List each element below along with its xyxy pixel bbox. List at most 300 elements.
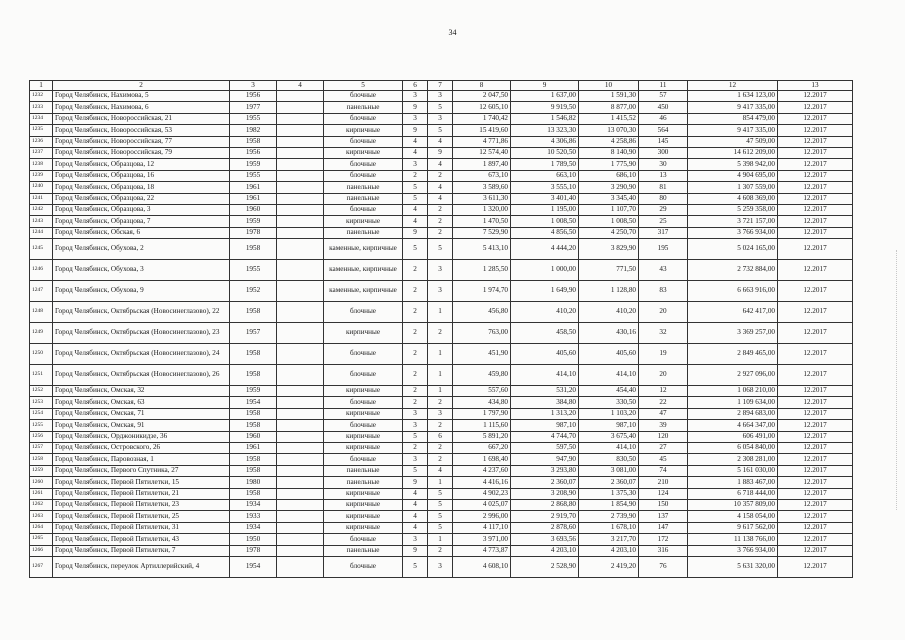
residents: 45: [639, 454, 688, 465]
total-area: 4 025,07: [453, 499, 511, 510]
deadline: 12.2017: [778, 522, 853, 533]
address: Город Челябинск, Обухова, 3: [53, 260, 230, 281]
address: Город Челябинск, Октябрьская (Новосинеглазово), 23: [53, 323, 230, 344]
table-row: [30, 159, 853, 170]
living-area: 663,10: [511, 170, 579, 181]
col-4: [277, 182, 324, 193]
residential-area: 8 877,00: [579, 102, 639, 113]
row-index: 1255: [30, 420, 53, 431]
residents: 300: [639, 147, 688, 158]
table-row: [30, 477, 853, 488]
residents: 317: [639, 227, 688, 238]
floors: 5: [403, 431, 428, 442]
floors: 5: [403, 182, 428, 193]
wall-material: панельные: [324, 545, 403, 556]
table-row: [30, 545, 853, 556]
col-4: [277, 227, 324, 238]
total-area: 1 797,90: [453, 408, 511, 419]
total-area: 434,80: [453, 397, 511, 408]
row-index: 1253: [30, 397, 53, 408]
cost: 5 161 030,00: [688, 465, 778, 476]
build-year: 1933: [230, 511, 277, 522]
table-row: [30, 227, 853, 238]
entrances: 5: [428, 488, 453, 499]
table-row: [30, 204, 853, 215]
deadline: 12.2017: [778, 216, 853, 227]
wall-material: кирпичные: [324, 522, 403, 533]
row-index: 1243: [30, 216, 53, 227]
residents: 12: [639, 386, 688, 397]
living-area: 13 323,30: [511, 125, 579, 136]
table-row: [30, 443, 853, 454]
wall-material: панельные: [324, 182, 403, 193]
total-area: 3 611,30: [453, 193, 511, 204]
deadline: 12.2017: [778, 488, 853, 499]
floors: 4: [403, 204, 428, 215]
residents: 43: [639, 260, 688, 281]
table-row: [30, 556, 853, 577]
total-area: 4 902,23: [453, 488, 511, 499]
entrances: 5: [428, 511, 453, 522]
entrances: 2: [428, 227, 453, 238]
row-index: 1246: [30, 260, 53, 281]
entrances: 5: [428, 125, 453, 136]
row-index: 1261: [30, 488, 53, 499]
cost: 5 259 358,00: [688, 204, 778, 215]
residential-area: 2 739,90: [579, 511, 639, 522]
table-row: [30, 239, 853, 260]
residential-area: 1 678,10: [579, 522, 639, 533]
deadline: 12.2017: [778, 281, 853, 302]
row-index: 1237: [30, 147, 53, 158]
entrances: 4: [428, 193, 453, 204]
row-index: 1245: [30, 239, 53, 260]
entrances: 2: [428, 204, 453, 215]
row-index: 1262: [30, 499, 53, 510]
address: Город Челябинск, Паровозная, 1: [53, 454, 230, 465]
build-year: 1978: [230, 227, 277, 238]
row-index: 1249: [30, 323, 53, 344]
residential-area: 1 128,80: [579, 281, 639, 302]
cost: 642 417,00: [688, 302, 778, 323]
table-row: [30, 136, 853, 147]
col-4: [277, 323, 324, 344]
residential-area: 1 775,90: [579, 159, 639, 170]
wall-material: кирпичные: [324, 431, 403, 442]
deadline: 12.2017: [778, 170, 853, 181]
col-4: [277, 204, 324, 215]
build-year: 1954: [230, 556, 277, 577]
residential-area: 3 081,00: [579, 465, 639, 476]
deadline: 12.2017: [778, 511, 853, 522]
residential-area: 430,16: [579, 323, 639, 344]
deadline: 12.2017: [778, 147, 853, 158]
wall-material: кирпичные: [324, 216, 403, 227]
address: Город Челябинск, Первого Спутника, 27: [53, 465, 230, 476]
residents: 22: [639, 397, 688, 408]
cost: 14 612 209,00: [688, 147, 778, 158]
residential-area: 686,10: [579, 170, 639, 181]
floors: 5: [403, 465, 428, 476]
residential-area: 1 591,30: [579, 91, 639, 102]
col-4: [277, 216, 324, 227]
wall-material: каменные, кирпичные: [324, 260, 403, 281]
address: Город Челябинск, Новороссийская, 79: [53, 147, 230, 158]
row-index: 1264: [30, 522, 53, 533]
entrances: 3: [428, 281, 453, 302]
residential-area: 3 290,90: [579, 182, 639, 193]
residents: 210: [639, 477, 688, 488]
deadline: 12.2017: [778, 302, 853, 323]
cost: 2 927 096,00: [688, 365, 778, 386]
floors: 3: [403, 534, 428, 545]
cost: 9 617 562,00: [688, 522, 778, 533]
residential-area: 987,10: [579, 420, 639, 431]
wall-material: панельные: [324, 102, 403, 113]
residents: 120: [639, 431, 688, 442]
residential-area: 1 103,20: [579, 408, 639, 419]
col-4: [277, 113, 324, 124]
col-4: [277, 147, 324, 158]
address: Город Челябинск, Первой Пятилетки, 43: [53, 534, 230, 545]
address: Город Челябинск, Первой Пятилетки, 21: [53, 488, 230, 499]
page-number: 34: [448, 28, 457, 37]
living-area: 2 878,60: [511, 522, 579, 533]
col-header: 10: [579, 81, 639, 91]
floors: 9: [403, 102, 428, 113]
row-index: 1232: [30, 91, 53, 102]
cost: 5 024 165,00: [688, 239, 778, 260]
wall-material: блочные: [324, 534, 403, 545]
col-4: [277, 281, 324, 302]
floors: 4: [403, 522, 428, 533]
build-year: 1961: [230, 193, 277, 204]
wall-material: кирпичные: [324, 386, 403, 397]
build-year: 1958: [230, 454, 277, 465]
address: Город Челябинск, Нахимова, 5: [53, 91, 230, 102]
living-area: 4 306,86: [511, 136, 579, 147]
entrances: 5: [428, 239, 453, 260]
total-area: 1 285,50: [453, 260, 511, 281]
residents: 30: [639, 159, 688, 170]
row-index: 1238: [30, 159, 53, 170]
cost: 1 883 467,00: [688, 477, 778, 488]
entrances: 5: [428, 102, 453, 113]
deadline: 12.2017: [778, 323, 853, 344]
build-year: 1955: [230, 260, 277, 281]
address: Город Челябинск, Омская, 71: [53, 408, 230, 419]
col-header: 9: [511, 81, 579, 91]
living-area: 1 789,50: [511, 159, 579, 170]
deadline: 12.2017: [778, 386, 853, 397]
living-area: 1 008,50: [511, 216, 579, 227]
build-year: 1956: [230, 147, 277, 158]
cost: 2 732 884,00: [688, 260, 778, 281]
table-row: [30, 113, 853, 124]
address: Город Челябинск, Образцова, 12: [53, 159, 230, 170]
row-index: 1252: [30, 386, 53, 397]
deadline: 12.2017: [778, 227, 853, 238]
floors: 9: [403, 545, 428, 556]
total-area: 1 974,70: [453, 281, 511, 302]
build-year: 1958: [230, 488, 277, 499]
table-row: [30, 465, 853, 476]
entrances: 1: [428, 302, 453, 323]
col-4: [277, 260, 324, 281]
build-year: 1958: [230, 465, 277, 476]
build-year: 1961: [230, 182, 277, 193]
residential-area: 3 345,40: [579, 193, 639, 204]
build-year: 1958: [230, 420, 277, 431]
row-index: 1233: [30, 102, 53, 113]
total-area: 1 897,40: [453, 159, 511, 170]
row-index: 1263: [30, 511, 53, 522]
build-year: 1952: [230, 281, 277, 302]
residents: 147: [639, 522, 688, 533]
col-4: [277, 365, 324, 386]
col-4: [277, 386, 324, 397]
total-area: 15 419,60: [453, 125, 511, 136]
wall-material: панельные: [324, 227, 403, 238]
residents: 32: [639, 323, 688, 344]
col-header: 12: [688, 81, 778, 91]
residents: 450: [639, 102, 688, 113]
residents: 39: [639, 420, 688, 431]
wall-material: блочные: [324, 365, 403, 386]
entrances: 2: [428, 216, 453, 227]
col-header: 3: [230, 81, 277, 91]
build-year: 1959: [230, 386, 277, 397]
col-4: [277, 454, 324, 465]
row-index: 1250: [30, 344, 53, 365]
row-index: 1240: [30, 182, 53, 193]
col-4: [277, 91, 324, 102]
living-area: 1 000,00: [511, 260, 579, 281]
residents: 74: [639, 465, 688, 476]
floors: 3: [403, 113, 428, 124]
total-area: 4 237,60: [453, 465, 511, 476]
entrances: 2: [428, 397, 453, 408]
residential-area: 830,50: [579, 454, 639, 465]
residents: 57: [639, 91, 688, 102]
cost: 4 158 054,00: [688, 511, 778, 522]
table-row: [30, 365, 853, 386]
address: Город Челябинск, Образцова, 3: [53, 204, 230, 215]
floors: 2: [403, 386, 428, 397]
table-row: [30, 408, 853, 419]
living-area: 1 649,90: [511, 281, 579, 302]
residents: 80: [639, 193, 688, 204]
living-area: 3 555,10: [511, 182, 579, 193]
col-4: [277, 511, 324, 522]
table-row: [30, 397, 853, 408]
floors: 4: [403, 136, 428, 147]
residential-area: 2 360,07: [579, 477, 639, 488]
total-area: 763,00: [453, 323, 511, 344]
residential-area: 405,60: [579, 344, 639, 365]
residents: 47: [639, 408, 688, 419]
cost: 4 664 347,00: [688, 420, 778, 431]
entrances: 3: [428, 113, 453, 124]
cost: 606 491,00: [688, 431, 778, 442]
col-header: 1: [30, 81, 53, 91]
wall-material: блочные: [324, 344, 403, 365]
deadline: 12.2017: [778, 193, 853, 204]
floors: 9: [403, 227, 428, 238]
cost: 10 357 809,00: [688, 499, 778, 510]
build-year: 1961: [230, 443, 277, 454]
cost: 6 054 840,00: [688, 443, 778, 454]
residential-area: 4 250,70: [579, 227, 639, 238]
table-body: [30, 91, 853, 578]
living-area: 414,10: [511, 365, 579, 386]
residents: 137: [639, 511, 688, 522]
total-area: 673,10: [453, 170, 511, 181]
address: Город Челябинск, Образцова, 22: [53, 193, 230, 204]
table-row: [30, 147, 853, 158]
entrances: 2: [428, 420, 453, 431]
residents: 25: [639, 216, 688, 227]
entrances: 3: [428, 91, 453, 102]
col-4: [277, 443, 324, 454]
col-4: [277, 397, 324, 408]
living-area: 4 744,70: [511, 431, 579, 442]
table-row: [30, 420, 853, 431]
total-area: 7 529,90: [453, 227, 511, 238]
residents: 29: [639, 204, 688, 215]
wall-material: кирпичные: [324, 125, 403, 136]
deadline: 12.2017: [778, 420, 853, 431]
total-area: 5 413,10: [453, 239, 511, 260]
col-4: [277, 239, 324, 260]
total-area: 3 589,60: [453, 182, 511, 193]
floors: 4: [403, 216, 428, 227]
col-4: [277, 302, 324, 323]
total-area: 667,20: [453, 443, 511, 454]
deadline: 12.2017: [778, 443, 853, 454]
address: Город Челябинск, Образцова, 18: [53, 182, 230, 193]
wall-material: блочные: [324, 91, 403, 102]
wall-material: кирпичные: [324, 511, 403, 522]
col-4: [277, 125, 324, 136]
address: Город Челябинск, Новороссийская, 53: [53, 125, 230, 136]
living-area: 405,60: [511, 344, 579, 365]
residents: 19: [639, 344, 688, 365]
row-index: 1251: [30, 365, 53, 386]
col-4: [277, 534, 324, 545]
table-row: [30, 454, 853, 465]
row-index: 1234: [30, 113, 53, 124]
row-index: 1244: [30, 227, 53, 238]
floors: 3: [403, 408, 428, 419]
floors: 3: [403, 420, 428, 431]
address: Город Челябинск, Образцова, 7: [53, 216, 230, 227]
build-year: 1958: [230, 302, 277, 323]
total-area: 557,60: [453, 386, 511, 397]
cost: 4 608 369,00: [688, 193, 778, 204]
wall-material: блочные: [324, 302, 403, 323]
col-header: 2: [53, 81, 230, 91]
residents: 13: [639, 170, 688, 181]
total-area: 4 771,86: [453, 136, 511, 147]
living-area: 1 313,20: [511, 408, 579, 419]
wall-material: блочные: [324, 556, 403, 577]
total-area: 2 996,00: [453, 511, 511, 522]
residents: 564: [639, 125, 688, 136]
total-area: 1 698,40: [453, 454, 511, 465]
floors: 5: [403, 556, 428, 577]
floors: 2: [403, 281, 428, 302]
floors: 9: [403, 125, 428, 136]
residential-area: 330,50: [579, 397, 639, 408]
entrances: 2: [428, 323, 453, 344]
wall-material: блочные: [324, 204, 403, 215]
total-area: 4 117,10: [453, 522, 511, 533]
total-area: 1 115,60: [453, 420, 511, 431]
col-header: 7: [428, 81, 453, 91]
row-index: 1236: [30, 136, 53, 147]
wall-material: кирпичные: [324, 408, 403, 419]
deadline: 12.2017: [778, 545, 853, 556]
build-year: 1959: [230, 216, 277, 227]
table-row: [30, 260, 853, 281]
residential-area: 414,10: [579, 443, 639, 454]
deadline: 12.2017: [778, 365, 853, 386]
address: Город Челябинск, Новороссийская, 77: [53, 136, 230, 147]
table-row: [30, 193, 853, 204]
wall-material: кирпичные: [324, 499, 403, 510]
living-area: 4 444,20: [511, 239, 579, 260]
residents: 124: [639, 488, 688, 499]
wall-material: блочные: [324, 136, 403, 147]
deadline: 12.2017: [778, 260, 853, 281]
deadline: 12.2017: [778, 91, 853, 102]
col-4: [277, 522, 324, 533]
address: Город Челябинск, Первой Пятилетки, 15: [53, 477, 230, 488]
total-area: 459,80: [453, 365, 511, 386]
entrances: 3: [428, 408, 453, 419]
floors: 2: [403, 443, 428, 454]
address: Город Челябинск, Первой Пятилетки, 7: [53, 545, 230, 556]
cost: 3 766 934,00: [688, 545, 778, 556]
entrances: 4: [428, 465, 453, 476]
living-area: 1 637,00: [511, 91, 579, 102]
deadline: 12.2017: [778, 465, 853, 476]
floors: 4: [403, 488, 428, 499]
entrances: 3: [428, 260, 453, 281]
address: Город Челябинск, Октябрьская (Новосинеглазово), 22: [53, 302, 230, 323]
scan-margin-marks: [896, 250, 899, 510]
residential-area: 3 217,70: [579, 534, 639, 545]
deadline: 12.2017: [778, 431, 853, 442]
residential-area: 4 258,86: [579, 136, 639, 147]
col-4: [277, 488, 324, 499]
cost: 2 894 683,00: [688, 408, 778, 419]
residential-area: 1 854,90: [579, 499, 639, 510]
residents: 150: [639, 499, 688, 510]
deadline: 12.2017: [778, 159, 853, 170]
row-index: 1257: [30, 443, 53, 454]
table-row: [30, 302, 853, 323]
build-year: 1958: [230, 365, 277, 386]
residents: 20: [639, 365, 688, 386]
housing-register-table: [29, 80, 853, 578]
residents: 195: [639, 239, 688, 260]
table-row: [30, 323, 853, 344]
cost: 47 509,00: [688, 136, 778, 147]
address: Город Челябинск, Омская, 91: [53, 420, 230, 431]
living-area: 10 520,50: [511, 147, 579, 158]
